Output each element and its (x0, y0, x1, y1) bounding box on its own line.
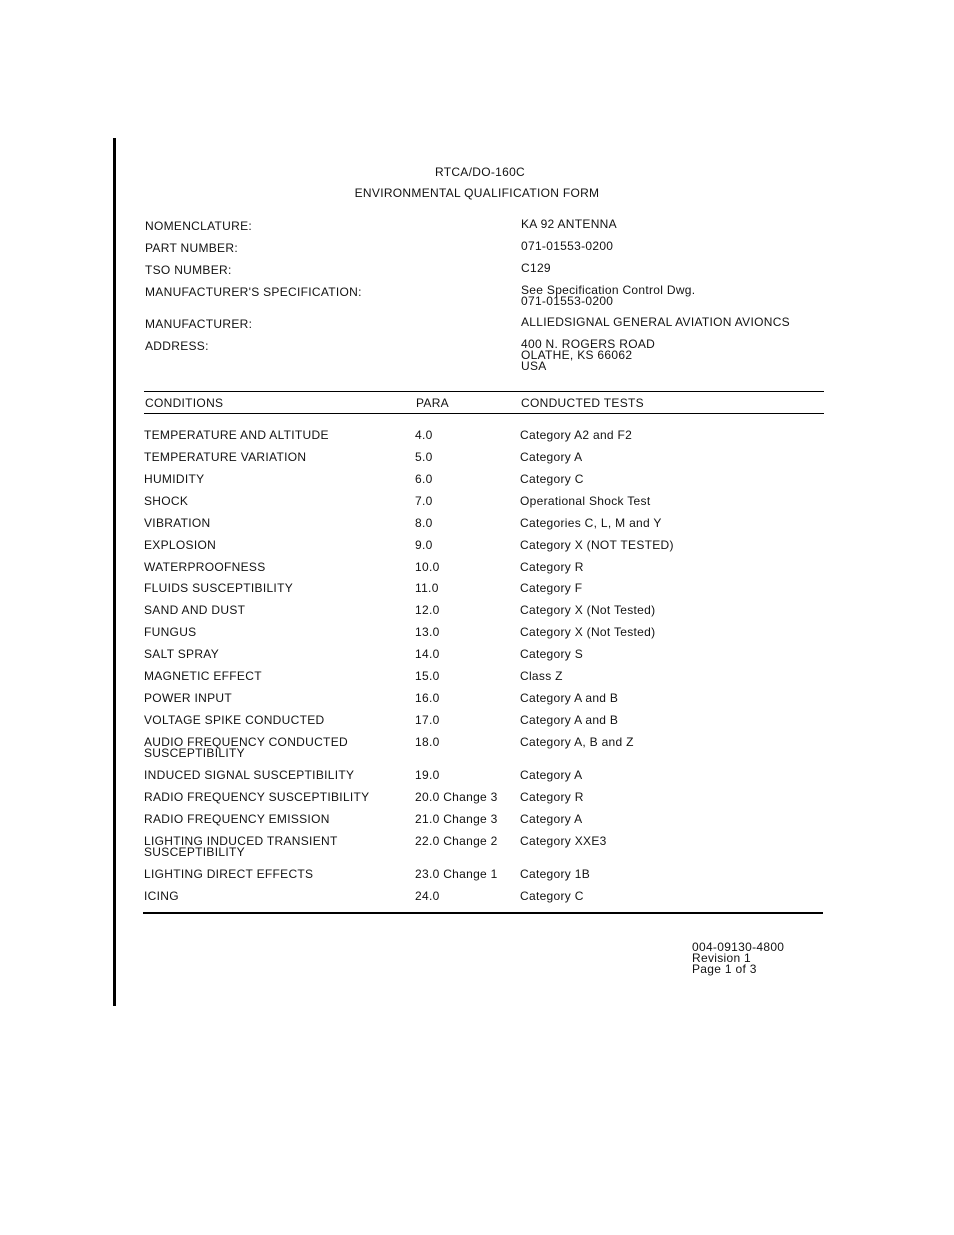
field-label: MANUFACTURER: (145, 317, 253, 331)
para-cell: 16.0 (415, 691, 440, 705)
field-value (521, 285, 695, 307)
test-cell: Category X (Not Tested) (520, 603, 656, 617)
column-header-conditions: CONDITIONS (145, 396, 224, 410)
field-value (521, 219, 617, 230)
condition-cell: SAND AND DUST (144, 603, 246, 617)
condition-cell: HUMIDITY (144, 472, 205, 486)
field-value-line: 071-01553-0200 (521, 294, 614, 308)
test-cell: Category A (520, 450, 583, 464)
test-cell: Category X (NOT TESTED) (520, 538, 674, 552)
para-cell: 7.0 (415, 494, 433, 508)
para-cell: 11.0 (415, 581, 439, 595)
field-value-line: KA 92 ANTENNA (521, 217, 617, 231)
condition-cell: VOLTAGE SPIKE CONDUCTED (144, 713, 325, 727)
para-cell: 4.0 (415, 428, 433, 442)
para-cell: 20.0 Change 3 (415, 790, 498, 804)
test-cell: Category 1B (520, 867, 591, 881)
para-cell: 12.0 (415, 603, 440, 617)
document-title: RTCA/DO-160C (434, 165, 526, 179)
test-cell: Class Z (520, 669, 563, 683)
table-row (144, 671, 824, 693)
field-label: TSO NUMBER: (145, 263, 232, 277)
table-row (144, 583, 824, 605)
para-cell: 21.0 Change 3 (415, 812, 498, 826)
test-cell: Category C (520, 472, 584, 486)
test-cell: Operational Shock Test (520, 494, 651, 508)
table-row (144, 605, 824, 627)
document-number: 004-09130-4800 (692, 940, 785, 954)
condition-cell: TEMPERATURE AND ALTITUDE (144, 428, 329, 442)
table-top-rule (144, 391, 824, 392)
condition-cell: LIGHTING INDUCED TRANSIENT SUSCEPTIBILITY (144, 834, 338, 859)
table-row (144, 649, 824, 671)
para-cell: 5.0 (415, 450, 433, 464)
condition-cell: VIBRATION (144, 516, 211, 530)
test-cell: Category A and B (520, 713, 619, 727)
para-cell: 23.0 Change 1 (415, 867, 498, 881)
page-number: Page 1 of 3 (692, 962, 757, 976)
para-cell: 6.0 (415, 472, 433, 486)
field-value (521, 339, 655, 372)
table-bottom-rule (143, 912, 823, 914)
table-row (144, 715, 824, 737)
field-value-line: USA (521, 359, 547, 373)
condition-cell: RADIO FREQUENCY SUSCEPTIBILITY (144, 790, 370, 804)
test-cell: Category XXE3 (520, 834, 607, 848)
condition-cell: EXPLOSION (144, 538, 217, 552)
field-label: NOMENCLATURE: (145, 219, 253, 233)
column-header-conducted-tests: CONDUCTED TESTS (521, 396, 644, 410)
para-cell: 9.0 (415, 538, 433, 552)
test-cell: Category A (520, 812, 583, 826)
table-row (144, 540, 824, 562)
test-cell: Category A and B (520, 691, 619, 705)
table-row (144, 452, 824, 474)
condition-cell: POWER INPUT (144, 691, 232, 705)
table-row (144, 518, 824, 540)
para-cell: 18.0 (415, 735, 440, 749)
condition-cell: TEMPERATURE VARIATION (144, 450, 307, 464)
condition-cell: ICING (144, 889, 179, 903)
para-cell: 14.0 (415, 647, 440, 661)
revision-label: Revision 1 (692, 951, 752, 965)
field-value-line: OLATHE, KS 66062 (521, 348, 633, 362)
condition-cell: SHOCK (144, 494, 189, 508)
test-cell: Category A2 and F2 (520, 428, 633, 442)
para-cell: 10.0 (415, 560, 440, 574)
table-row (144, 627, 824, 649)
table-row (144, 737, 824, 759)
table-row (144, 496, 824, 518)
field-value-line: ALLIEDSIGNAL GENERAL AVIATION AVIONCS (521, 315, 790, 329)
test-cell: Category R (520, 560, 584, 574)
test-cell: Category A, B and Z (520, 735, 634, 749)
table-row (144, 814, 824, 836)
para-cell: 17.0 (415, 713, 440, 727)
condition-cell: FUNGUS (144, 625, 197, 639)
field-value-line: See Specification Control Dwg. (521, 283, 696, 297)
para-cell: 24.0 (415, 889, 440, 903)
test-cell: Category A (520, 768, 583, 782)
para-cell: 19.0 (415, 768, 440, 782)
condition-cell: INDUCED SIGNAL SUSCEPTIBILITY (144, 768, 355, 782)
test-cell: Category C (520, 889, 584, 903)
table-header-rule (144, 413, 824, 414)
field-value (521, 317, 790, 328)
condition-cell: WATERPROOFNESS (144, 560, 266, 574)
test-cell: Category S (520, 647, 584, 661)
field-value-line: C129 (521, 261, 551, 275)
test-cell: Category F (520, 581, 583, 595)
condition-cell: LIGHTING DIRECT EFFECTS (144, 867, 314, 881)
table-row (144, 869, 824, 891)
table-row (144, 474, 824, 496)
condition-cell: AUDIO FREQUENCY CONDUCTED SUSCEPTIBILITY (144, 735, 348, 760)
para-cell: 15.0 (415, 669, 440, 683)
field-label: MANUFACTURER'S SPECIFICATION: (145, 285, 362, 299)
field-value (521, 263, 551, 274)
field-label: ADDRESS: (145, 339, 209, 353)
condition-cell: RADIO FREQUENCY EMISSION (144, 812, 330, 826)
document-footer (692, 942, 784, 975)
form-title: ENVIRONMENTAL QUALIFICATION FORM (354, 186, 600, 200)
para-cell: 22.0 Change 2 (415, 834, 498, 848)
test-cell: Categories C, L, M and Y (520, 516, 662, 530)
field-value-line: 400 N. ROGERS ROAD (521, 337, 656, 351)
table-row (144, 693, 824, 715)
revision-change-bar (113, 138, 116, 1006)
table-row (144, 430, 824, 452)
field-value (521, 241, 613, 252)
condition-cell: FLUIDS SUSCEPTIBILITY (144, 581, 293, 595)
table-row (144, 770, 824, 792)
condition-cell: MAGNETIC EFFECT (144, 669, 262, 683)
field-value-line: 071-01553-0200 (521, 239, 614, 253)
table-row (144, 891, 824, 913)
table-row (144, 792, 824, 814)
table-row (144, 836, 824, 858)
test-cell: Category X (Not Tested) (520, 625, 656, 639)
para-cell: 8.0 (415, 516, 433, 530)
test-cell: Category R (520, 790, 584, 804)
field-label: PART NUMBER: (145, 241, 238, 255)
column-header-para: PARA (416, 396, 449, 410)
para-cell: 13.0 (415, 625, 440, 639)
condition-cell: SALT SPRAY (144, 647, 220, 661)
